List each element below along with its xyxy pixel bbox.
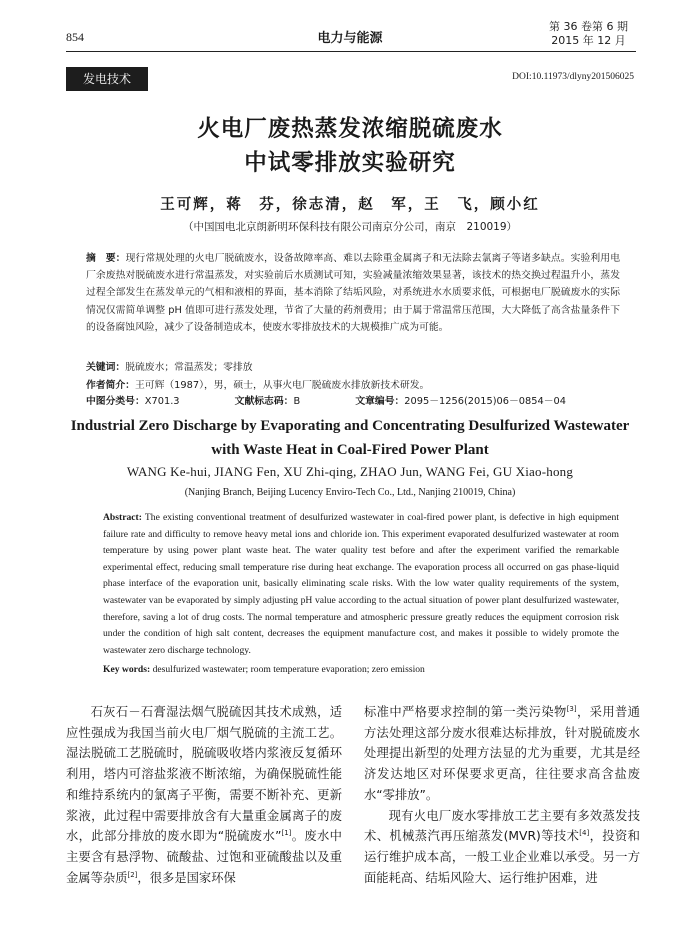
- english-keywords: [103, 664, 619, 675]
- body-column-right: [364, 702, 640, 888]
- chinese-title-line2: 中试零排放实验研究: [244, 150, 456, 176]
- chinese-keywords-label: 关键词：: [86, 362, 126, 373]
- chinese-abstract-label: 摘 要：: [86, 253, 126, 264]
- chinese-abstract-text: 现行常规处理的火电厂脱硫废水，设备故障率高、难以去除重金属离子和无法除去氯离子等诸多缺点。实验利用电厂余废热对脱硫废水进行常温蒸发，对实验前后水质测试可知，实验减量浓缩效果显著，该技术的热交换过程温升小，蒸发过程全部发生在蒸发单元的气相和液相的界面，基本消除了结垢风险，对系统进水水质要求低，可根据电厂脱硫废水的实际情况仅需简单调整 pH 值即可进行蒸发处理，节省了大量的药剂费用；由于属于常温常压范围，大大降低了高含盐量条件下的设备腐蚀风险，减少了设备制造成本，使废水零排放技术的大规模推广成为可能。: [86, 253, 620, 333]
- chinese-affiliation: （中国国电北京朗新明环保科技有限公司南京分公司，南京 210019）: [182, 221, 518, 233]
- english-keywords-label: Key words:: [103, 664, 151, 675]
- doi[interactable]: DOI:10.11973/dlyny201506025: [512, 72, 634, 82]
- english-abstract-text: The existing conventional treatment of desulfurized wastewater in coal-fired power plant, is defective in high equipment failure rate and difficulty to remove heavy metal ions and chloride ion. This experiment evaporated desulfurized wastewater at room temperature by using power plant waste heat. The water quality test before and after the experiment varified the remarkable experimental effect, reducing small temperature rise during heat exchange. The evaporation process all occurred on gas phase-liquid phase interface of the evaporation unit, basically eliminating scale risks. With the low water quality requirements of the system, wastewater van be evaporated by simply adjusting pH value according to the actual situation of power plant desulfurized wastewater, therefore, saving a lot of drug costs. The normal temperature and atmospheric pressure greatly reduces the equipment corrosion risk under the condition of high salt content, decreases the equipment manufacture cost, and makes it possible to widely promote the wastewater zero discharge technology.: [103, 512, 619, 656]
- english-keywords-text: desulfurized wastewater; room temperature evaporation; zero emission: [152, 664, 425, 675]
- issue-date: 2015 年 12 月: [551, 34, 626, 47]
- chinese-title-line1: 火电厂废热蒸发浓缩脱硫废水: [197, 116, 503, 142]
- chinese-abstract: [86, 250, 620, 336]
- issue-volume: 第 36 卷第 6 期: [549, 20, 628, 33]
- citation-ref[interactable]: [3]: [566, 704, 577, 713]
- classification-line: [86, 393, 620, 410]
- page-number: 854: [66, 30, 84, 44]
- english-abstract-label: Abstract:: [103, 512, 142, 523]
- author-introduction-text: 王可辉（1987），男，硕士，从事火电厂脱硫废水排放新技术研发。: [134, 380, 430, 391]
- chinese-title: [0, 112, 700, 180]
- english-abstract: [103, 510, 619, 659]
- citation-ref[interactable]: [2]: [127, 870, 138, 879]
- english-title: [0, 414, 700, 462]
- author-introduction: [86, 377, 620, 394]
- article-number: 文章编号：2095－1256(2015)06－0854－04: [355, 396, 566, 407]
- clc-number: 中图分类号：X701.3: [86, 396, 180, 407]
- header-rule: [66, 51, 636, 52]
- english-affiliation: (Nanjing Branch, Beijing Lucency Enviro-Tech Co., Ltd., Nanjing 210019, China): [184, 487, 516, 498]
- english-authors: WANG Ke-hui, JIANG Fen, XU Zhi-qing, ZHAO Jun, WANG Fei, GU Xiao-hong: [126, 464, 574, 479]
- chinese-keywords: [86, 359, 620, 376]
- english-title-line1: Industrial Zero Discharge by Evaporating and Concentrating Desulfurized Wastewater: [70, 418, 630, 434]
- english-title-line2: with Waste Heat in Coal-Fired Power Plant: [211, 442, 489, 458]
- section-tag: 发电技术: [66, 67, 148, 91]
- chinese-keywords-text: 脱硫废水；常温蒸发；零排放: [125, 362, 253, 373]
- citation-ref[interactable]: [1]: [281, 829, 292, 838]
- body-paragraph: 石灰石－石膏湿法烟气脱硫因其技术成熟，适应性强成为我国当前火电厂烟气脱硫的主流工艺。湿法脱硫工艺脱硫时，脱硫吸收塔内浆液反复循环利用，塔内可溶盐浆液不断浓缩，为确保脱硫性能和维持系统内的氯离子平衡，需要不断补充、更新浆液，此过程中需要排放含有大量重金属离子的废水，此部分排放的废水即为“脱硫废水”[1]。废水中主要含有悬浮物、硫酸盐、过饱和亚硫酸盐以及重金属等杂质[2]，很多是国家环保: [66, 705, 342, 885]
- body-column-left: [66, 702, 342, 888]
- body-paragraph: 现有火电厂废水零排放工艺主要有多效蒸发技术、机械蒸汽再压缩蒸发(MVR)等技术[4]，投资和运行维护成本高，一般工业企业难以承受。另一方面能耗高、结垢风险大、运行维护困难，进: [364, 808, 640, 885]
- author-introduction-label: 作者简介：: [86, 380, 135, 391]
- chinese-authors: 王可辉，蒋 芬，徐志清，赵 军，王 飞，顾小红: [160, 197, 540, 213]
- citation-ref[interactable]: [4]: [579, 829, 590, 838]
- journal-name: 电力与能源: [317, 31, 383, 46]
- body-paragraph: 标准中严格要求控制的第一类污染物[3]，采用普通方法处理这部分废水很难达标排放，针对脱硫废水处理提出新型的处理方法显的尤为重要，尤其是经济发达地区对环保要求更高，往往要求高含盐废水“零排放”。: [364, 704, 640, 802]
- document-code: 文献标志码：B: [234, 396, 301, 407]
- issue-info: [549, 20, 628, 48]
